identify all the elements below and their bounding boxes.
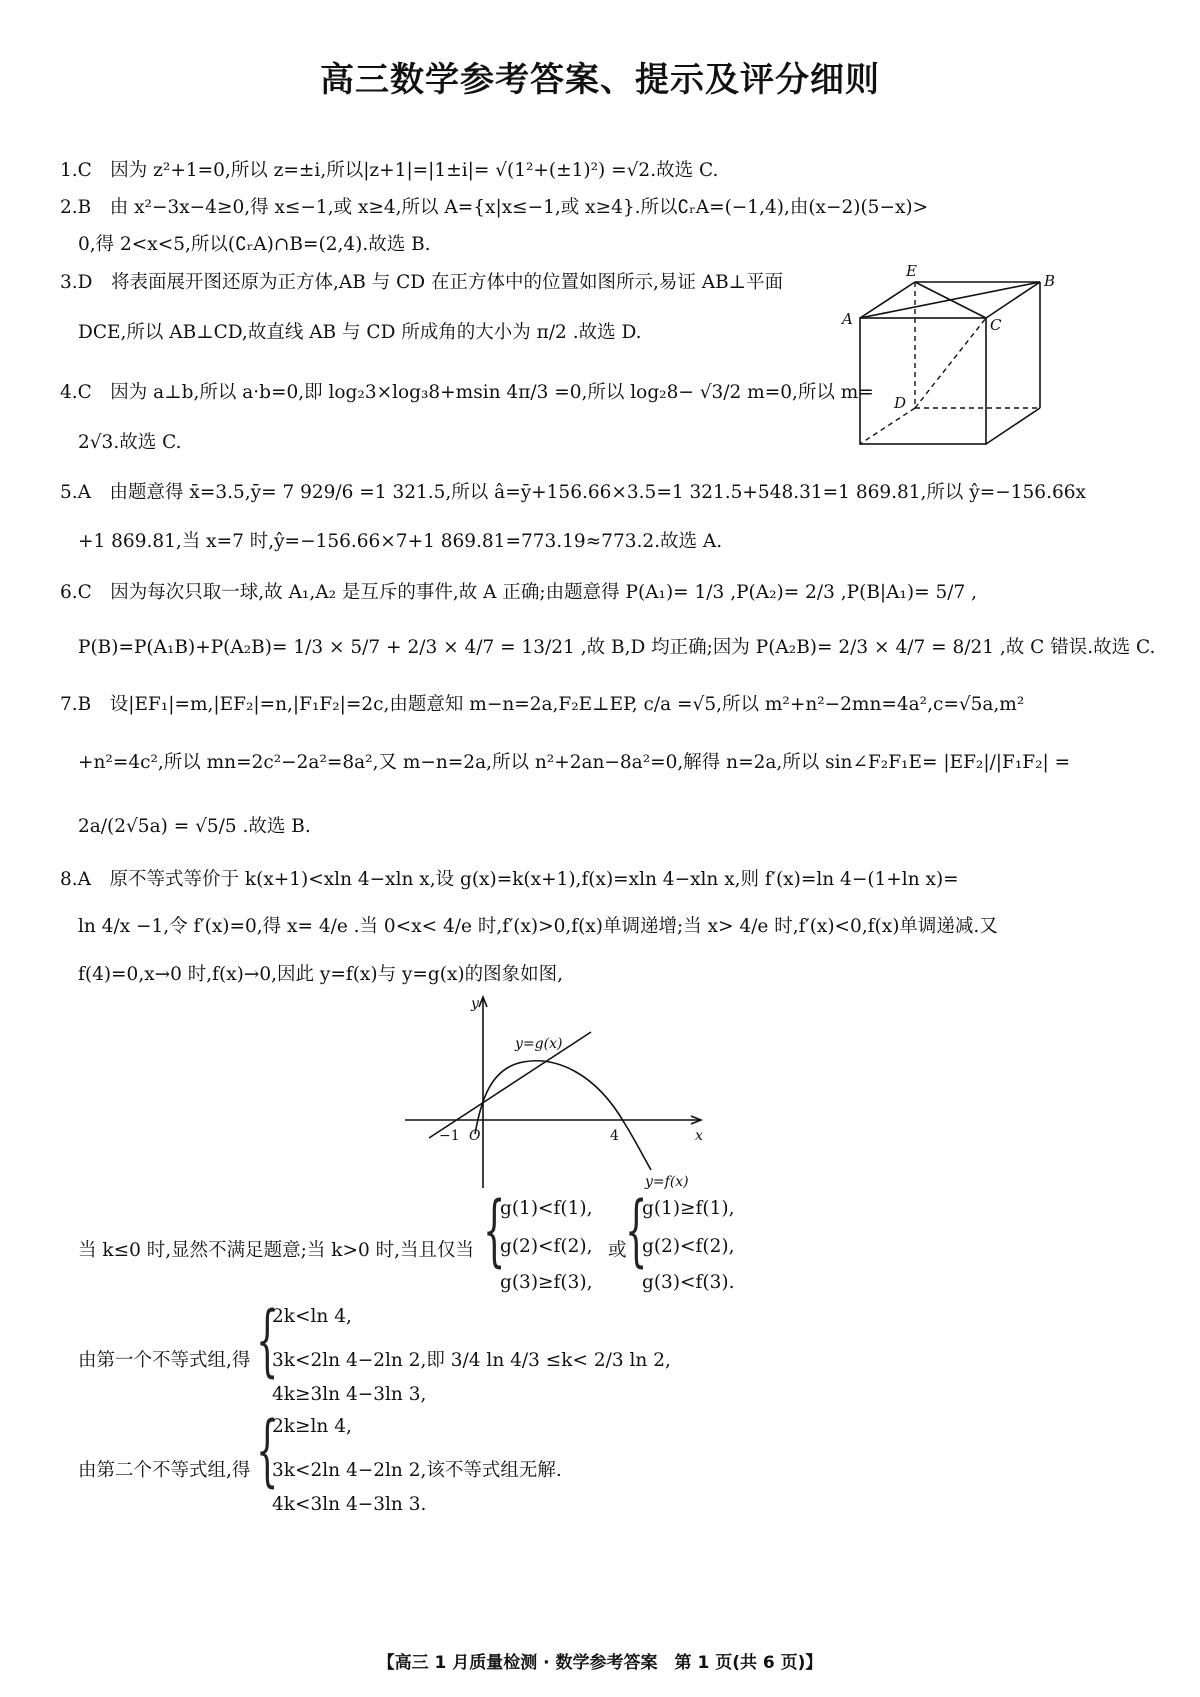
system2-row: 3k<2ln 4−2ln 2,该不等式组无解. [272,1460,562,1481]
condition-row: g(1)<f(1), [500,1198,593,1219]
left-brace: { [256,1406,279,1496]
answer-line: P(B)=P(A₁B)+P(A₂B)= 1/3 × 5/7 + 2/3 × 4/7 = 13/21 ,故 B,D 均正确;因为 P(A₂B)= 2/3 × 4/7 = 8/21 ,故 C 错误.故选 C. [78,637,1156,658]
function-graph [395,990,725,1195]
answer-line: 8.A 原不等式等价于 k(x+1)<xln 4−xln x,设 g(x)=k(x+1),f(x)=xln 4−xln x,则 f′(x)=ln 4−(1+ln x)= [60,869,959,890]
vertex-label: D [894,394,907,412]
vertex-label: C [990,316,1002,334]
system2-row: 2k≥ln 4, [272,1416,352,1437]
left-brace: { [625,1186,648,1276]
answer-line: 0,得 2<x<5,所以(∁ᵣA)∩B=(2,4).故选 B. [78,234,431,255]
answer-line: 4.C 因为 a⊥b,所以 a·b=0,即 log₂3×log₃8+msin 4π/3 =0,所以 log₂8− √3/2 m=0,所以 m= [60,382,874,403]
condition-row: g(3)≥f(3), [500,1272,593,1293]
answer-line: 2a/(2√5a) = √5/5 .故选 B. [78,816,311,837]
page-footer: 【高三 1 月质量检测 · 数学参考答案 第 1 页(共 6 页)】 [377,1653,823,1673]
answer-line: ln 4/x −1,令 f′(x)=0,得 x= 4/e .当 0<x< 4/e 时,f′(x)>0,f(x)单调递增;当 x> 4/e 时,f′(x)<0,f(x)单调递减.又 [78,916,998,937]
axis-label-x: x [695,1128,703,1144]
system1-lead: 由第一个不等式组,得 [78,1350,251,1371]
left-brace: { [483,1186,506,1276]
system1-row: 4k≥3ln 4−3ln 3, [272,1384,427,1405]
answer-line: 7.B 设|EF₁|=m,|EF₂|=n,|F₁F₂|=2c,由题意知 m−n=2a,F₂E⊥EP, c/a =√5,所以 m²+n²−2mn=4a²,c=√5a,m² [60,694,1025,715]
answer-line: f(4)=0,x→0 时,f(x)→0,因此 y=f(x)与 y=g(x)的图象如图, [78,964,564,985]
axis-label-y: y [471,996,479,1012]
system1-row: 3k<2ln 4−2ln 2,即 3/4 ln 4/3 ≤k< 2/3 ln 2, [272,1350,671,1371]
page-title: 高三数学参考答案、提示及评分细则 [320,60,880,100]
condition-row: g(2)<f(2), [500,1236,593,1257]
vertex-label: A [842,310,853,328]
system2-lead: 由第二个不等式组,得 [78,1460,251,1481]
answer-line: +n²=4c²,所以 mn=2c²−2a²=8a²,又 m−n=2a,所以 n²+2an−8a²=0,解得 n=2a,所以 sin∠F₂F₁E= |EF₂|/|F₁F₂| = [78,752,1071,773]
tick-label: −1 [439,1128,460,1144]
curve-label-f: y=f(x) [645,1174,689,1190]
vertex-label: E [906,262,917,280]
answer-line: DCE,所以 AB⊥CD,故直线 AB 与 CD 所成角的大小为 π/2 .故选 D. [78,322,642,343]
condition-lead: 当 k≤0 时,显然不满足题意;当 k>0 时,当且仅当 [78,1240,474,1261]
answer-line: 1.C 因为 z²+1=0,所以 z=±i,所以|z+1|=|1±i|= √(1²+(±1)²) =√2.故选 C. [60,160,719,181]
cube-figure [840,262,1070,462]
left-brace: { [256,1296,279,1386]
system2-row: 4k<3ln 4−3ln 3. [272,1494,427,1515]
vertex-label: B [1044,272,1056,290]
condition-row: g(2)<f(2), [642,1236,735,1257]
curve-label-g: y=g(x) [515,1036,563,1052]
answer-line: +1 869.81,当 x=7 时,ŷ=−156.66×7+1 869.81=773.19≈773.2.故选 A. [78,531,723,552]
answer-line: 3.D 将表面展开图还原为正方体,AB 与 CD 在正方体中的位置如图所示,易证 AB⊥平面 [60,272,784,293]
origin-label: O [469,1128,481,1144]
answer-line: 5.A 由题意得 x̄=3.5,ȳ= 7 929/6 =1 321.5,所以 â=ȳ+156.66×3.5=1 321.5+548.31=1 869.81,所以 ŷ=−156.66x [60,482,1086,503]
condition-row: g(1)≥f(1), [642,1198,735,1219]
answer-line: 2√3.故选 C. [78,432,182,453]
condition-row: g(3)<f(3). [642,1272,735,1293]
system1-row: 2k<ln 4, [272,1306,352,1327]
answer-line: 6.C 因为每次只取一球,故 A₁,A₂ 是互斥的事件,故 A 正确;由题意得 P(A₁)= 1/3 ,P(A₂)= 2/3 ,P(B|A₁)= 5/7 , [60,582,978,603]
answer-line: 2.B 由 x²−3x−4≥0,得 x≤−1,或 x≥4,所以 A={x|x≤−1,或 x≥4}.所以∁ᵣA=(−1,4),由(x−2)(5−x)> [60,197,929,218]
tick-label: 4 [610,1128,619,1144]
or-text: 或 [608,1240,627,1261]
